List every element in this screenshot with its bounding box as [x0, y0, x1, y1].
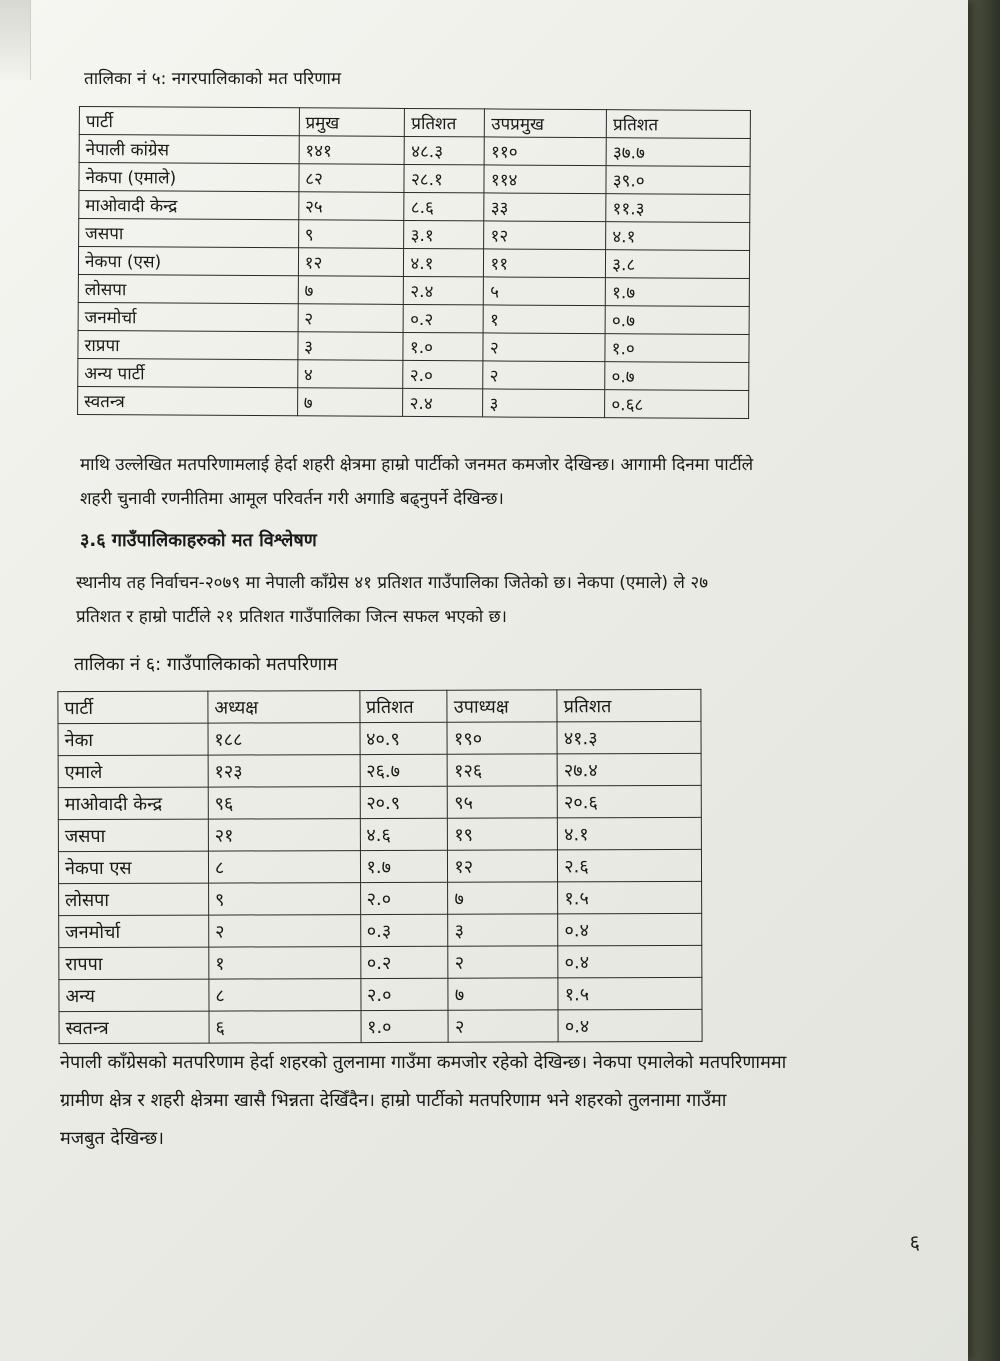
- table-cell: १९०: [447, 722, 557, 754]
- table-row: [59, 1009, 702, 1043]
- table-cell: १२: [298, 248, 404, 277]
- table-cell: जनमोर्चा: [59, 915, 209, 948]
- table1-body: [78, 106, 751, 418]
- table-cell: ०.७: [605, 362, 749, 391]
- table-cell: २.०: [403, 360, 483, 388]
- paragraph-line: स्थानीय तह निर्वाचन-२०७९ मा नेपाली काँग्रेस ४१ प्रतिशत गाउँपालिका जितेको छ। नेकपा (एमाले) ले २७: [76, 573, 709, 593]
- table-row: [59, 977, 702, 1011]
- table-cell: २१: [208, 819, 360, 852]
- table-cell: ४०.९: [360, 722, 448, 754]
- table-cell: २: [448, 1010, 558, 1042]
- table-row: [58, 817, 701, 851]
- table-cell: २: [483, 361, 605, 390]
- table-row: [79, 190, 750, 222]
- table-cell: २: [448, 946, 558, 978]
- table-cell: ४.१: [558, 817, 702, 850]
- table-cell: २५: [298, 192, 404, 221]
- column-header: पार्टी: [58, 691, 208, 724]
- table-cell: २८.१: [404, 164, 484, 192]
- table-row: [78, 330, 749, 362]
- table-cell: १४१: [299, 136, 405, 165]
- table-cell: १२: [448, 850, 558, 882]
- section-heading: ३.६ गाउँपालिकाहरुको मत विश्लेषण: [80, 530, 317, 551]
- page-number: ६: [909, 1230, 920, 1254]
- table-cell: ५: [484, 277, 606, 306]
- table-cell: ०.७: [605, 306, 749, 335]
- table-cell: १: [209, 947, 361, 980]
- table-cell: ११: [484, 249, 606, 278]
- paragraph-line: शहरी चुनावी रणनीतिमा आमूल परिवर्तन गरी अगाडि बढ्नुपर्ने देखिन्छ।: [80, 489, 504, 509]
- table-cell: १२६: [448, 754, 558, 786]
- table-cell: ७: [297, 388, 403, 417]
- table-cell: २.४: [403, 388, 483, 416]
- table-cell: १.७: [605, 278, 749, 307]
- table-cell: ९५: [448, 786, 558, 818]
- table-cell: ३.१: [404, 220, 484, 248]
- table-row: [78, 302, 749, 334]
- table-cell: २.०: [360, 978, 448, 1010]
- table-cell: २.४: [404, 276, 484, 304]
- column-header: उपप्रमुख: [485, 109, 607, 138]
- table-cell: ३.८: [606, 250, 750, 279]
- table-cell: ०.३: [360, 914, 448, 946]
- table-cell: २: [209, 915, 361, 948]
- table-row: [58, 785, 701, 819]
- table-row: [58, 721, 701, 755]
- table-cell: ९: [208, 883, 360, 916]
- table-row: [59, 945, 702, 979]
- column-header: प्रतिशत: [405, 108, 485, 136]
- column-header: पार्टी: [79, 106, 299, 135]
- column-header: प्रतिशत: [557, 689, 701, 722]
- table-cell: ४.१: [606, 222, 750, 251]
- table-cell: १.५: [558, 881, 702, 914]
- table-cell: लोसपा: [78, 274, 298, 303]
- table-cell: जनमोर्चा: [78, 302, 298, 331]
- table-cell: जसपा: [79, 218, 299, 247]
- table-cell: २: [298, 304, 404, 333]
- municipality-results-table: [77, 106, 751, 419]
- table-cell: नेपाली कांग्रेस: [79, 134, 299, 163]
- table-cell: ४८.३: [405, 136, 485, 164]
- table-cell: ८२: [299, 164, 405, 193]
- paragraph-line: प्रतिशत र हाम्रो पार्टीले २१ प्रतिशत गाउँपालिका जित्न सफल भएको छ।: [76, 607, 507, 627]
- rural-municipality-results-table: [57, 689, 702, 1044]
- table-cell: ११०: [484, 137, 606, 166]
- table-cell: १.०: [605, 334, 749, 363]
- table-cell: ७: [448, 978, 558, 1010]
- column-header: प्रतिशत: [359, 690, 447, 722]
- paragraph-municipality-analysis: [80, 448, 753, 516]
- table-cell: ४.१: [404, 248, 484, 276]
- table-cell: २०.९: [360, 786, 448, 818]
- paragraph-comparison: [60, 1044, 786, 1158]
- table-cell: १२: [484, 221, 606, 250]
- table-cell: ३: [483, 389, 605, 418]
- table-cell: लोसपा: [59, 883, 209, 916]
- table-cell: ४: [297, 360, 403, 389]
- table-row: [78, 386, 749, 418]
- table-cell: ९६: [208, 787, 360, 820]
- table-row: [59, 913, 702, 947]
- table-row: [58, 753, 701, 787]
- table-cell: नेकपा (एस): [78, 246, 298, 275]
- table-cell: नेका: [58, 723, 208, 756]
- table-cell: २७.४: [557, 753, 701, 786]
- table-cell: १.७: [360, 850, 448, 882]
- table-cell: १२३: [208, 755, 360, 788]
- table-cell: एमाले: [58, 755, 208, 788]
- table-cell: माओवादी केन्द्र: [79, 190, 299, 219]
- table2-body: [58, 689, 702, 1043]
- table-cell: १९: [448, 818, 558, 850]
- table-cell: ८.६: [404, 192, 484, 220]
- table1-title: तालिका नं ५: नगरपालिकाको मत परिणाम: [84, 69, 342, 89]
- table-cell: रापपा: [59, 947, 209, 980]
- table-cell: २६.७: [360, 754, 448, 786]
- table-cell: ४१.३: [557, 721, 701, 754]
- table-cell: १.५: [558, 977, 702, 1010]
- table-cell: ४.६: [360, 818, 448, 850]
- table-cell: नेकपा एस: [58, 851, 208, 884]
- table-cell: ३७.७: [606, 138, 750, 167]
- table-header-row: [79, 106, 750, 138]
- column-header: उपाध्यक्ष: [447, 690, 557, 722]
- table-cell: ३३: [484, 193, 606, 222]
- table-row: [79, 162, 750, 194]
- table-cell: अन्य पार्टी: [78, 358, 298, 387]
- paragraph-line: माथि उल्लेखित मतपरिणामलाई हेर्दा शहरी क्षेत्रमा हाम्रो पार्टीको जनमत कमजोर देखिन्छ। आगामी दिनमा पार्टीले: [80, 455, 754, 475]
- table2-title: तालिका नं ६: गाउँपालिकाको मतपरिणाम: [74, 654, 338, 675]
- table-cell: १८८: [208, 723, 360, 756]
- paragraph-line: ग्रामीण क्षेत्र र शहरी क्षेत्रमा खासै भिन्नता देखिँदैन। हाम्रो पार्टीको मतपरिणाम भने शहरको तुलनामा गाउँमा: [60, 1090, 727, 1111]
- table-row: [78, 246, 749, 278]
- table-cell: ०.४: [558, 913, 702, 946]
- table-cell: स्वतन्त्र: [59, 1011, 209, 1044]
- table-cell: ०.२: [360, 946, 448, 978]
- table-cell: ०.६८: [605, 390, 749, 419]
- table-cell: नेकपा (एमाले): [79, 162, 299, 191]
- table-cell: ३: [448, 914, 558, 946]
- table-row: [78, 358, 749, 390]
- table-cell: ३: [298, 332, 404, 361]
- table-cell: ७: [298, 276, 404, 305]
- table-cell: ८: [209, 979, 361, 1012]
- table-cell: ०.४: [558, 945, 702, 978]
- column-header: प्रतिशत: [606, 110, 750, 139]
- table-header-row: [58, 689, 701, 723]
- table-cell: २.६: [558, 849, 702, 882]
- table-cell: १: [483, 305, 605, 334]
- table-cell: १.०: [361, 1010, 449, 1042]
- table-cell: २.०: [360, 882, 448, 914]
- table-row: [58, 849, 701, 883]
- table-cell: ९: [298, 220, 404, 249]
- table-row: [79, 218, 750, 250]
- paragraph-rural-intro: [76, 566, 708, 634]
- paragraph-line: मजबुत देखिन्छ।: [60, 1128, 164, 1149]
- column-header: अध्यक्ष: [208, 691, 360, 724]
- table-cell: ६: [209, 1011, 361, 1044]
- table-cell: २: [483, 333, 605, 362]
- table-cell: अन्य: [59, 979, 209, 1012]
- table-cell: ११४: [484, 165, 606, 194]
- table-cell: ७: [448, 882, 558, 914]
- table-cell: १.०: [403, 332, 483, 360]
- table-cell: ०.२: [404, 304, 484, 332]
- table-cell: जसपा: [58, 819, 208, 852]
- table-row: [79, 134, 750, 166]
- paragraph-line: नेपाली काँग्रेसको मतपरिणाम हेर्दा शहरको तुलनामा गाउँमा कमजोर रहेको देखिन्छ। नेकपा एमालेको मतपरिणाममा: [60, 1052, 787, 1073]
- table-row: [59, 881, 702, 915]
- table-cell: ३९.०: [606, 166, 750, 195]
- column-header: प्रमुख: [299, 108, 405, 137]
- table-row: [78, 274, 749, 306]
- page-fold: [0, 0, 31, 80]
- table-cell: ११.३: [606, 194, 750, 223]
- table-cell: २०.६: [557, 785, 701, 818]
- table-cell: ८: [208, 851, 360, 884]
- table-cell: माओवादी केन्द्र: [58, 787, 208, 820]
- table-cell: ०.४: [558, 1009, 702, 1042]
- table-cell: स्वतन्त्र: [78, 386, 298, 415]
- table-cell: राप्रपा: [78, 330, 298, 359]
